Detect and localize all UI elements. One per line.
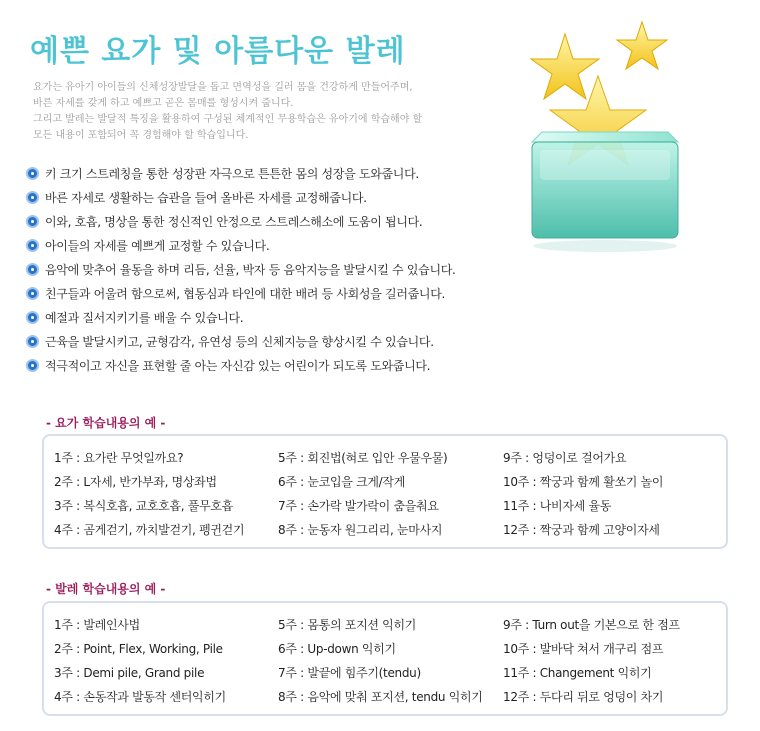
- bullet-icon: [26, 335, 39, 348]
- feature-item: 친구들과 어울려 함으로써, 협동심과 타인에 대한 배려 등 사회성을 길러줍니다.: [26, 281, 506, 305]
- yoga-col-1: [54, 446, 244, 542]
- feature-item: 키 크기 스트레칭을 통한 성장판 자극으로 튼튼한 몸의 성장을 도와줍니다.: [26, 161, 506, 185]
- curriculum-item: 8주 : 음악에 맞춰 포지션, tendu 익히기: [278, 690, 483, 704]
- ballet-section-title: - 발레 학습내용의 예 -: [46, 582, 166, 596]
- ballet-col-2: [278, 613, 483, 709]
- feature-item: 예절과 질서지키기를 배울 수 있습니다.: [26, 306, 506, 330]
- curriculum-item: 6주 : Up-down 익히기: [278, 642, 396, 656]
- curriculum-item: 2주 : Point, Flex, Working, Pile: [54, 642, 223, 656]
- bullet-icon: [26, 287, 39, 300]
- intro-line: 모든 내용이 포함되어 꼭 경험해야 할 학습입니다.: [33, 130, 249, 141]
- bullet-icon: [26, 239, 39, 252]
- bullet-icon: [26, 359, 39, 372]
- bullet-icon: [26, 263, 39, 276]
- feature-item: 아이들의 자세를 예쁘게 교정할 수 있습니다.: [26, 233, 506, 257]
- curriculum-item: 4주 : 손동작과 발동작 센터익히기: [54, 690, 226, 704]
- yoga-section-title: - 요가 학습내용의 예 -: [46, 416, 166, 430]
- feature-item: 바른 자세로 생활하는 습관을 들여 올바른 자세를 교정해줍니다.: [26, 185, 506, 209]
- intro-line: 바른 자세를 갖게 하고 예쁘고 곧은 몸매를 형성시켜 줍니다.: [33, 98, 294, 109]
- curriculum-item: 6주 : 눈코입을 크게/작게: [278, 475, 405, 489]
- curriculum-item: 5주 : 회진법(혀로 입안 우물우물): [278, 451, 448, 465]
- feature-item: 적극적이고 자신을 표현할 줄 아는 자신감 있는 어린이가 되도록 도와줍니다.: [26, 354, 506, 378]
- curriculum-item: 4주 : 곰게걷기, 까치발걷기, 펭귄걷기: [54, 523, 245, 537]
- bullet-icon: [26, 191, 39, 204]
- intro-text: [33, 80, 483, 144]
- curriculum-item: 3주 : Demi pile, Grand pile: [54, 666, 205, 680]
- curriculum-item: 1주 : 요가란 무엇일까요?: [54, 451, 184, 465]
- curriculum-item: 9주 : 엉덩이로 걸어가요: [503, 451, 627, 465]
- feature-list: [26, 161, 506, 378]
- box-top: [532, 132, 678, 142]
- ballet-col-1: [54, 613, 226, 709]
- curriculum-item: 12주 : 짝궁과 함께 고양이자세: [503, 523, 660, 537]
- intro-line: 그리고 발레는 발달적 특징을 활용하여 구성된 체계적인 무용학습은 유아기에 학습해야 할: [33, 114, 423, 125]
- curriculum-item: 5주 : 몸통의 포지션 익히기: [278, 618, 417, 632]
- bullet-icon: [26, 311, 39, 324]
- curriculum-item: 11주 : 나비자세 율동: [503, 499, 612, 513]
- ballet-curriculum-box: [42, 601, 728, 716]
- curriculum-item: 7주 : 손가락 발가락이 춤을춰요: [278, 499, 439, 513]
- page-title: 예쁜 요가 및 아름다운 발레: [30, 34, 406, 69]
- curriculum-item: 3주 : 복식호흡, 교호호흡, 풀무호흡: [54, 499, 233, 513]
- star-icon: [531, 34, 599, 99]
- curriculum-item: 2주 : L자세, 반가부좌, 명상좌법: [54, 475, 217, 489]
- curriculum-item: 12주 : 두다리 뒤로 엉덩이 차기: [503, 690, 664, 704]
- yoga-curriculum-box: [42, 434, 728, 549]
- bullet-icon: [26, 167, 39, 180]
- curriculum-item: 1주 : 발레인사법: [54, 618, 140, 632]
- intro-line: 요가는 유아기 아이들의 신체성장발달을 돕고 면역성을 길러 몸을 건강하게 만들어주며,: [33, 82, 413, 93]
- curriculum-item: 7주 : 발끝에 힘주기(tendu): [278, 666, 421, 680]
- curriculum-item: 9주 : Turn out을 기본으로 한 점프: [503, 618, 680, 632]
- feature-item: 이와, 호흡, 명상을 통한 정신적인 안정으로 스트레스해소에 도움이 됩니다.: [26, 209, 506, 233]
- yoga-col-2: [278, 446, 447, 542]
- curriculum-item: 8주 : 눈동자 원그리리, 눈마사지: [278, 523, 443, 537]
- star-icon: [617, 22, 667, 69]
- curriculum-item: 11주 : Changement 익히기: [503, 666, 652, 680]
- ballet-col-3: [503, 613, 680, 709]
- yoga-col-3: [503, 446, 663, 542]
- curriculum-item: 10주 : 발바닥 쳐서 개구리 점프: [503, 642, 664, 656]
- stars-box-illustration: [520, 14, 700, 254]
- bullet-icon: [26, 215, 39, 228]
- feature-item: 음악에 맞추어 율동을 하며 리듬, 선율, 박자 등 음악지능을 발달시킬 수 있습니다.: [26, 257, 506, 281]
- feature-item: 근육을 발달시키고, 균형감각, 유연성 등의 신체지능을 향상시킬 수 있습니다.: [26, 330, 506, 354]
- curriculum-item: 10주 : 짝궁과 함께 활쏘기 놀이: [503, 475, 664, 489]
